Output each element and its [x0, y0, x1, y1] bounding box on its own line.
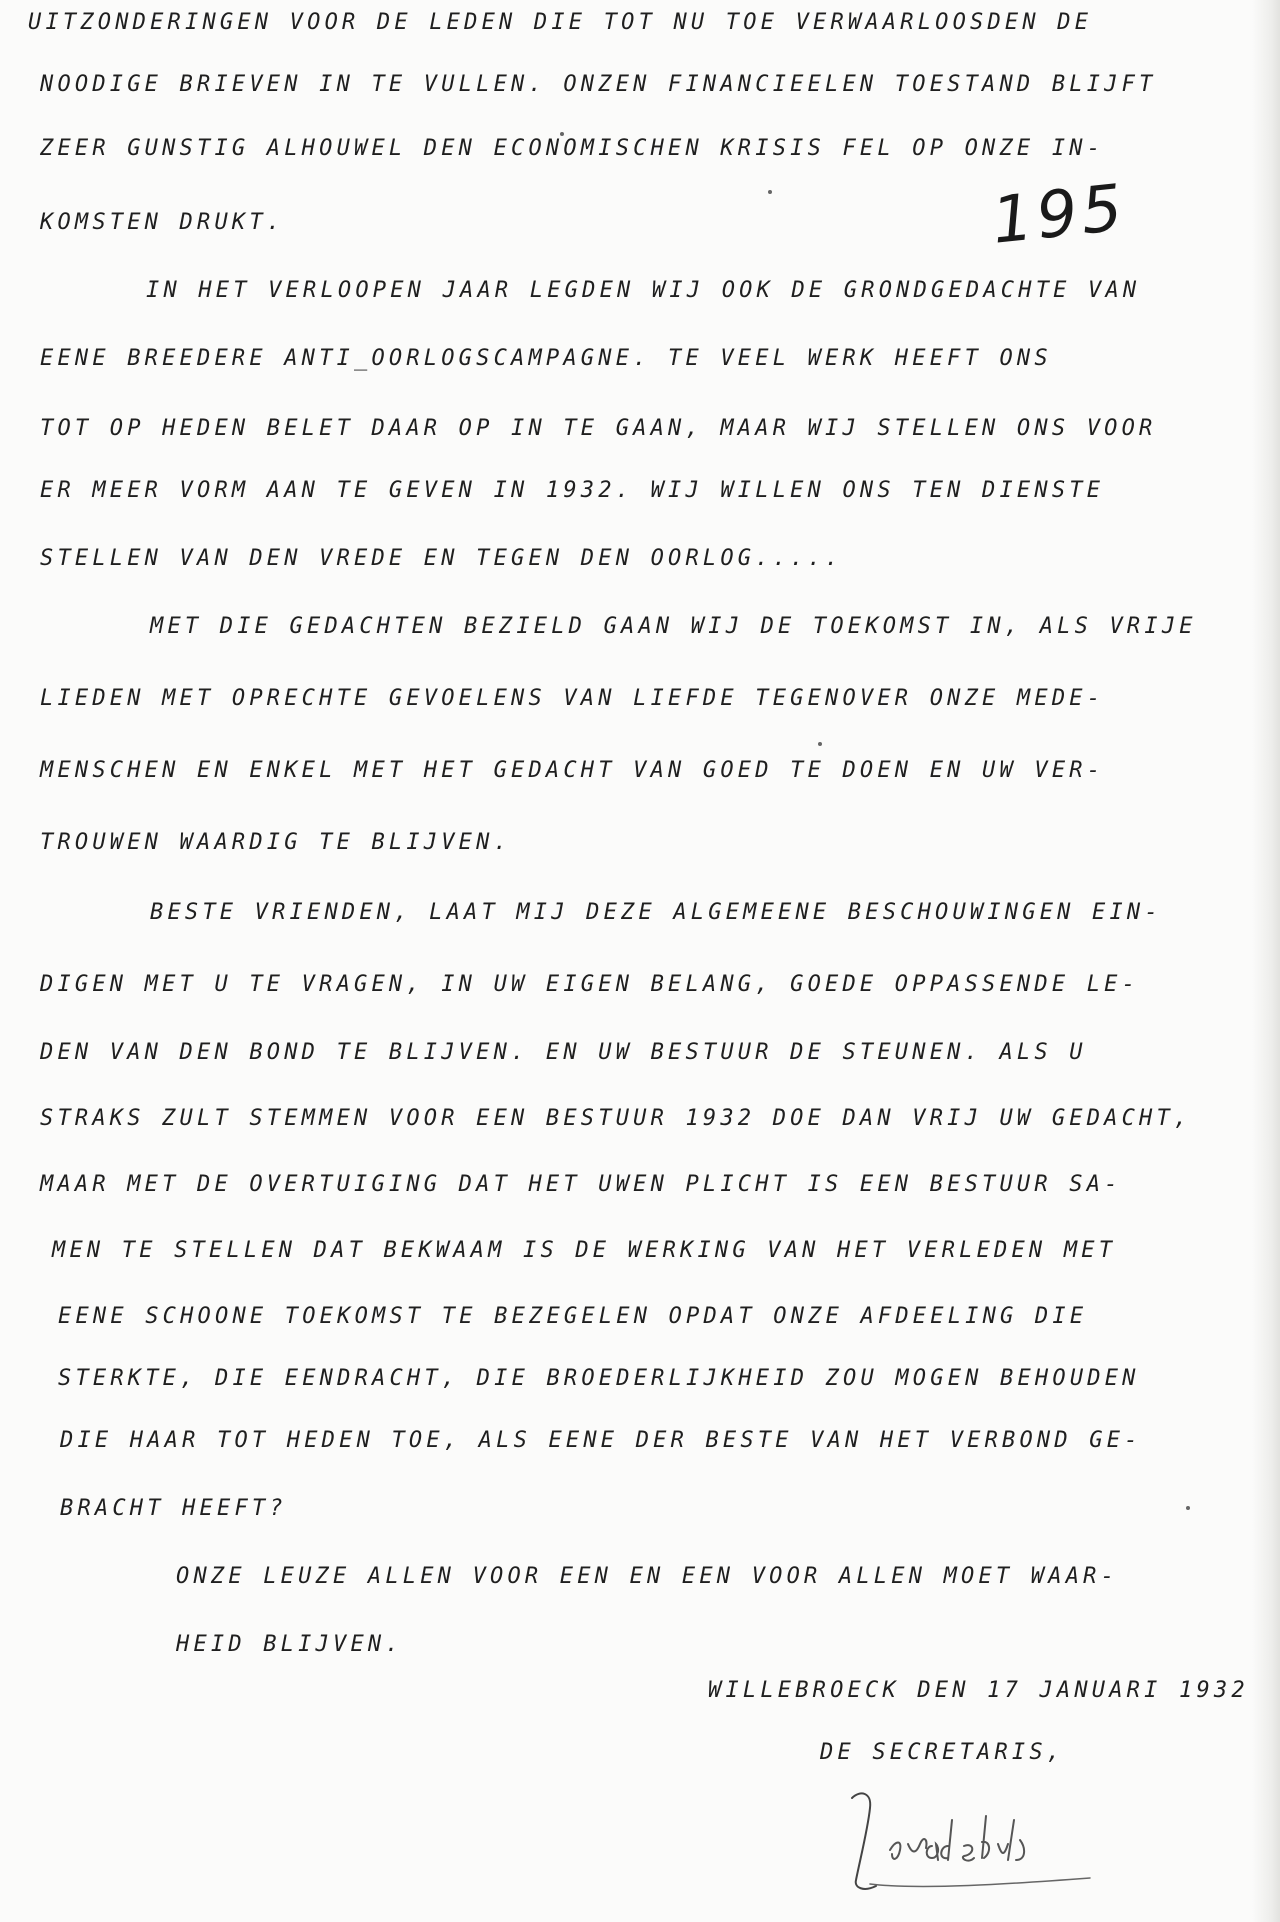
text-line: STERKTE, DIE EENDRACHT, DIE BROEDERLIJKHEID ZOU MOGEN BEHOUDEN: [58, 1366, 1140, 1391]
text-line: IN HET VERLOOPEN JAAR LEGDEN WIJ OOK DE GRONDGEDACHTE VAN: [146, 278, 1141, 303]
text-line: MAAR MET DE OVERTUIGING DAT HET UWEN PLICHT IS EEN BESTUUR SA-: [40, 1172, 1122, 1197]
text-line: HEID BLIJVEN.: [176, 1632, 403, 1657]
text-line: BRACHT HEEFT?: [60, 1496, 287, 1521]
text-line: KOMSTEN DRUKT.: [40, 210, 285, 235]
paper-speck: [768, 190, 772, 194]
text-line: ER MEER VORM AAN TE GEVEN IN 1932. WIJ WILLEN ONS TEN DIENSTE: [40, 478, 1105, 503]
text-line: DIGEN MET U TE VRAGEN, IN UW EIGEN BELANG, GOEDE OPPASSENDE LE-: [40, 972, 1140, 997]
text-line: STRAKS ZULT STEMMEN VOOR EEN BESTUUR 1932 DOE DAN VRIJ UW GEDACHT,: [40, 1106, 1192, 1131]
date-line: WILLEBROECK DEN 17 JANUARI 1932: [708, 1678, 1249, 1703]
text-line: MET DIE GEDACHTEN BEZIELD GAAN WIJ DE TOEKOMST IN, ALS VRIJE: [150, 614, 1197, 639]
text-line: TROUWEN WAARDIG TE BLIJVEN.: [40, 830, 512, 855]
page-edge-shadow: [1252, 0, 1280, 1922]
paper-speck: [1186, 1506, 1190, 1510]
handwritten-signature: [830, 1780, 1130, 1900]
text-line: STELLEN VAN DEN VREDE EN TEGEN DEN OORLOG.....: [40, 546, 843, 571]
text-line: EENE BREEDERE ANTI_OORLOGSCAMPAGNE. TE VEEL WERK HEEFT ONS: [40, 346, 1052, 371]
text-line: DEN VAN DEN BOND TE BLIJVEN. EN UW BESTUUR DE STEUNEN. ALS U: [40, 1040, 1087, 1065]
text-line: DIE HAAR TOT HEDEN TOE, ALS EENE DER BESTE VAN HET VERBOND GE-: [60, 1428, 1142, 1453]
text-line: ONZE LEUZE ALLEN VOOR EEN EN EEN VOOR ALLEN MOET WAAR-: [176, 1564, 1119, 1589]
text-line: LIEDEN MET OPRECHTE GEVOELENS VAN LIEFDE TEGENOVER ONZE MEDE-: [40, 686, 1105, 711]
text-line: EENE SCHOONE TOEKOMST TE BEZEGELEN OPDAT ONZE AFDEELING DIE: [58, 1304, 1088, 1329]
text-line: MEN TE STELLEN DAT BEKWAAM IS DE WERKING VAN HET VERLEDEN MET: [52, 1238, 1117, 1263]
text-line: TOT OP HEDEN BELET DAAR OP IN TE GAAN, MAAR WIJ STELLEN ONS VOOR: [40, 416, 1157, 441]
text-line: MENSCHEN EN ENKEL MET HET GEDACHT VAN GOED TE DOEN EN UW VER-: [40, 758, 1105, 783]
page-number: 195: [988, 171, 1130, 259]
text-line: UITZONDERINGEN VOOR DE LEDEN DIE TOT NU TOE VERWAARLOOSDEN DE: [28, 10, 1093, 35]
text-line: ZEER GUNSTIG ALHOUWEL DEN ECONOMISCHEN KRISIS FEL OP ONZE IN-: [40, 136, 1105, 161]
paper-speck: [818, 742, 822, 746]
signatory-title: DE SECRETARIS,: [820, 1740, 1065, 1765]
paper-speck: [560, 132, 564, 136]
text-line: NOODIGE BRIEVEN IN TE VULLEN. ONZEN FINANCIEELEN TOESTAND BLIJFT: [40, 72, 1157, 97]
text-line: BESTE VRIENDEN, LAAT MIJ DEZE ALGEMEENE BESCHOUWINGEN EIN-: [150, 900, 1162, 925]
